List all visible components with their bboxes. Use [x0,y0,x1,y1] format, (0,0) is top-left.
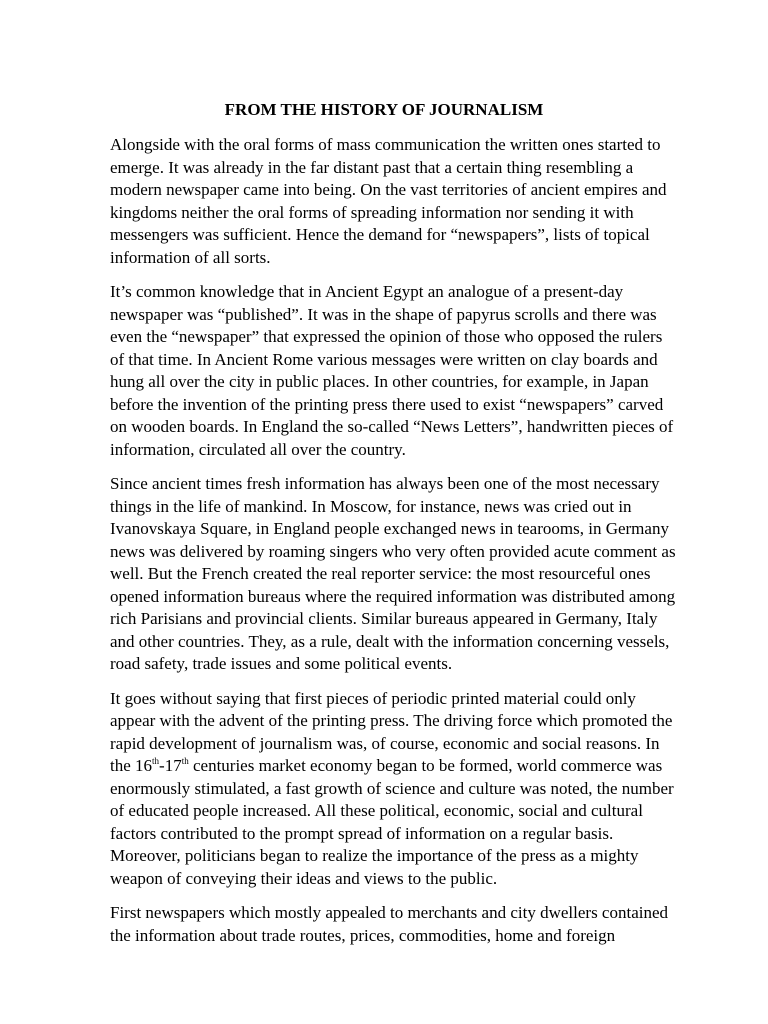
century-text-pre: the 16 [110,756,153,775]
ordinal-superscript: th [181,756,189,766]
text-line: newspaper was “published”. It was in the shape of papyrus scrolls and there was [110,304,657,324]
century-line [110,755,722,778]
paragraph-1 [110,134,722,269]
text-line: on wooden boards. In England the so-called “News Letters”, handwritten pieces of [110,417,674,436]
text-line: and other countries. They, as a rule, dealt with the information concerning vessels, [110,631,670,651]
text-line: rapid development of journalism was, of course, economic and social reasons. In [110,733,660,753]
document-body [110,134,722,959]
text-line: information, circulated all over the country. [110,439,406,459]
text-line: things in the life of mankind. In Moscow, for instance, news was cried out in [110,496,632,516]
text-line: even the “newspaper” that expressed the opinion of those who opposed the rulers [110,327,663,346]
text-line: It goes without saying that first pieces of periodic printed material could only [110,688,636,708]
paragraph-5 [110,902,722,947]
text-line: of that time. In Ancient Rome various messages were written on clay boards and [110,349,658,369]
century-text-mid: -17 [159,756,182,775]
text-line: modern newspaper came into being. On the vast territories of ancient empires and [110,180,667,199]
text-line: factors contributed to the prompt spread of information on a regular basis. [110,823,614,843]
text-line: It’s common knowledge that in Ancient Egypt an analogue of a present-day [110,282,624,301]
text-line: of educated people increased. All these political, economic, social and cultural [110,801,643,820]
text-line: enormously stimulated, a fast growth of science and culture was noted, the number [110,778,674,798]
text-line: Alongside with the oral forms of mass communication the written ones started to [110,135,661,154]
text-line: emerge. It was already in the far distant past that a certain thing resembling a [110,157,634,177]
text-line: First newspapers which mostly appealed to merchants and city dwellers contained [110,903,669,922]
document-title: FROM THE HISTORY OF JOURNALISM [224,100,544,119]
text-line: the information about trade routes, prices, commodities, home and foreign [110,925,616,945]
paragraph-4 [110,688,722,891]
text-line: kingdoms neither the oral forms of spreading information nor sending it with [110,202,634,222]
paragraph-3 [110,473,722,676]
text-line: road safety, trade issues and some political events. [110,654,453,673]
century-text-post: centuries market economy began to be formed, world commerce was [188,756,663,775]
text-line: weapon of conveying their ideas and views to the public. [110,868,498,888]
ordinal-superscript: th [152,756,160,766]
text-line: before the invention of the printing press there used to exist “newspapers” carved [110,394,664,414]
text-line: Since ancient times fresh information has always been one of the most necessary [110,474,660,493]
text-line: Ivanovskaya Square, in England people exchanged news in tearooms, in Germany [110,519,669,538]
text-line: opened information bureaus where the required information was distributed among [110,586,676,606]
text-line: news was delivered by roaming singers who very often provided acute comment as [110,541,676,561]
text-line: rich Parisians and provincial clients. Similar bureaus appeared in Germany, Italy [110,609,658,628]
text-line: appear with the advent of the printing press. The driving force which promoted the [110,711,673,730]
text-line: well. But the French created the real reporter service: the most resourceful ones [110,564,651,583]
text-line: hung all over the city in public places. In other countries, for example, in Japan [110,372,649,391]
paragraph-2 [110,281,722,461]
text-line: information of all sorts. [110,247,271,267]
text-line: messengers was sufficient. Hence the demand for “newspapers”, lists of topical [110,225,650,244]
text-line: Moreover, politicians began to realize the importance of the press as a mighty [110,846,639,865]
